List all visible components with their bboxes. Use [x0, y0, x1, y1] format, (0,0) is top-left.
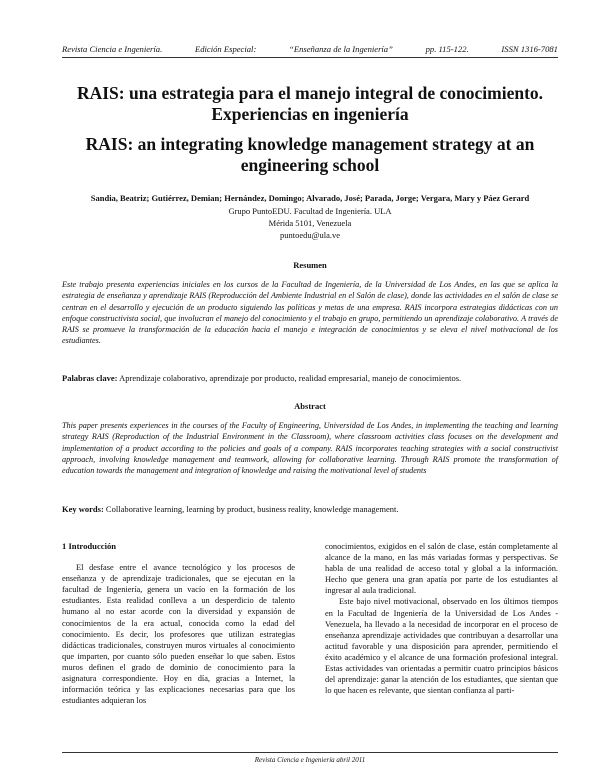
running-header [62, 44, 558, 58]
affiliation-email: puntoedu@ula.ve [280, 230, 340, 240]
title-english: RAIS: an integrating knowledge management strategy at an engineering school [85, 134, 535, 175]
authors: Sandia, Beatriz; Gutiérrez, Demian; Hernández, Domingo; Alvarado, José; Parada, Jorge; Vergara, Mary y Páez Gerard [90, 193, 530, 203]
page-footer: Revista Ciencia e Ingeniería abril 2011 [62, 752, 558, 764]
body-paragraph: conocimientos, exigidos en el salón de clase, están completamente al alcance de la mano, en las más variadas formas y perspectivas. Se habla de una realidad de acceso total y global a la información. Hecho que genera una gran apatía por parte de los estudiantes al ingresar al aula tradicional. [325, 542, 558, 596]
body-paragraph: Este bajo nivel motivacional, observado en los últimos tiempos en la Facultad de Ingeniería de la Universidad de Los Andes - Venezuela, ha llevado a la necesidad de incorporar en el proceso de enseñanza aprendizaje actividades que contribuyan a desarrollar una actitud favorable y una disposición para aprender, permitiendo el éxito académico y el alcance de una formación profesional integral. Estas actividades van orientadas a permitir cuatro principios básicos del aprendizaje: ganar la atención de los estudiantes, que sientan que lo que hacen es relevante, que sientan confianza al parti- [325, 597, 558, 696]
key-words-text: Collaborative learning, learning by product, business reality, knowledge management. [105, 504, 399, 514]
issn: ISSN 1316-7081 [501, 44, 558, 54]
special-edition-name: “Enseñanza de la Ingeniería” [289, 44, 393, 54]
palabras-clave [62, 373, 558, 383]
title-spanish: RAIS: una estrategia para el manejo integral de conocimiento. Experiencias en ingeniería [76, 83, 544, 124]
resumen-heading: Resumen [293, 260, 327, 270]
body-paragraph: El desfase entre el avance tecnológico y los procesos de enseñanza y de aprendizaje tradicionales, que se ejecutan en la facultad de Ingeniería, genera un vacío en la formación de los estudiantes. Esta realidad conlleva a un desperdicio de talento humano al no estar acorde con la diversidad y expansión de conocimientos de la era actual, conocida como la edad del conocimiento. Es decir, los profesores que utilizan estrategias didácticas tradicionales, construyen muros virtuales al conocimiento que imparten, por cuanto sólo pueden enseñar lo que saben. Estos muros definen el grado de dominio de conocimiento para la asignatura correspondiente. Hoy en día, gracias a Internet, la información teórica y las explicaciones necesarias para que los estudiantes adquieran los [62, 563, 295, 706]
affiliation-city: Mérida 5101, Venezuela [268, 218, 352, 228]
palabras-clave-text: Aprendizaje colaborativo, aprendizaje por producto, realidad empresarial, manejo de conocimientos. [119, 373, 462, 383]
palabras-clave-label: Palabras clave: [62, 373, 118, 383]
body-column-left [62, 541, 295, 706]
key-words-label: Key words: [62, 504, 104, 514]
affiliation-group: Grupo PuntoEDU. Facultad de Ingeniería. ULA [228, 206, 392, 216]
resumen-text: Este trabajo presenta experiencias iniciales en los cursos de la Facultad de Ingeniería, de la Universidad de Los Andes, en las que se aplica la estrategia de enseñanza y aprendizaje RAIS (Reproducción del Ambiente Industrial en el Salón de clase), donde las actividades en el salón de clase se centran en el desarrollo y ejecución de un producto siguiendo las políticas y metas de una empresa. RAIS incorpora estrategias didácticas con un enfoque constructivista social, que involucran el manejo del conocimiento y el trabajo en grupo, permitiendo un aprendizaje colaborativo. A través de RAIS se promueve la transformación de la educación hacia el manejo e integración de conocimientos y se eleva el nivel motivacional de los estudiantes. [62, 280, 558, 346]
body-column-right [325, 541, 558, 696]
page-range: pp. 115-122. [425, 44, 469, 54]
journal-name: Revista Ciencia e Ingeniería. [62, 44, 163, 54]
key-words [62, 504, 558, 514]
abstract-heading: Abstract [294, 401, 326, 411]
abstract-text: This paper presents experiences in the courses of the Faculty of Engineering, Universidad de Los Andes, in implementing the teaching and learning strategy RAIS (Reproduction of the Industrial Environment in the Classroom), where classroom activities class focuses on the development and implementation of a product according to the policies and goals of a company. RAIS incorporates teaching strategies with a social constructivist approach, involving knowledge management and teamwork, allowing for collaborative learning. Through RAIS promote the transformation of education towards the management and integration of knowledge and raising the motivational level of students [62, 421, 558, 476]
section-title-introduccion: 1 Introducción [62, 541, 117, 551]
edition-label: Edición Especial: [194, 44, 257, 54]
